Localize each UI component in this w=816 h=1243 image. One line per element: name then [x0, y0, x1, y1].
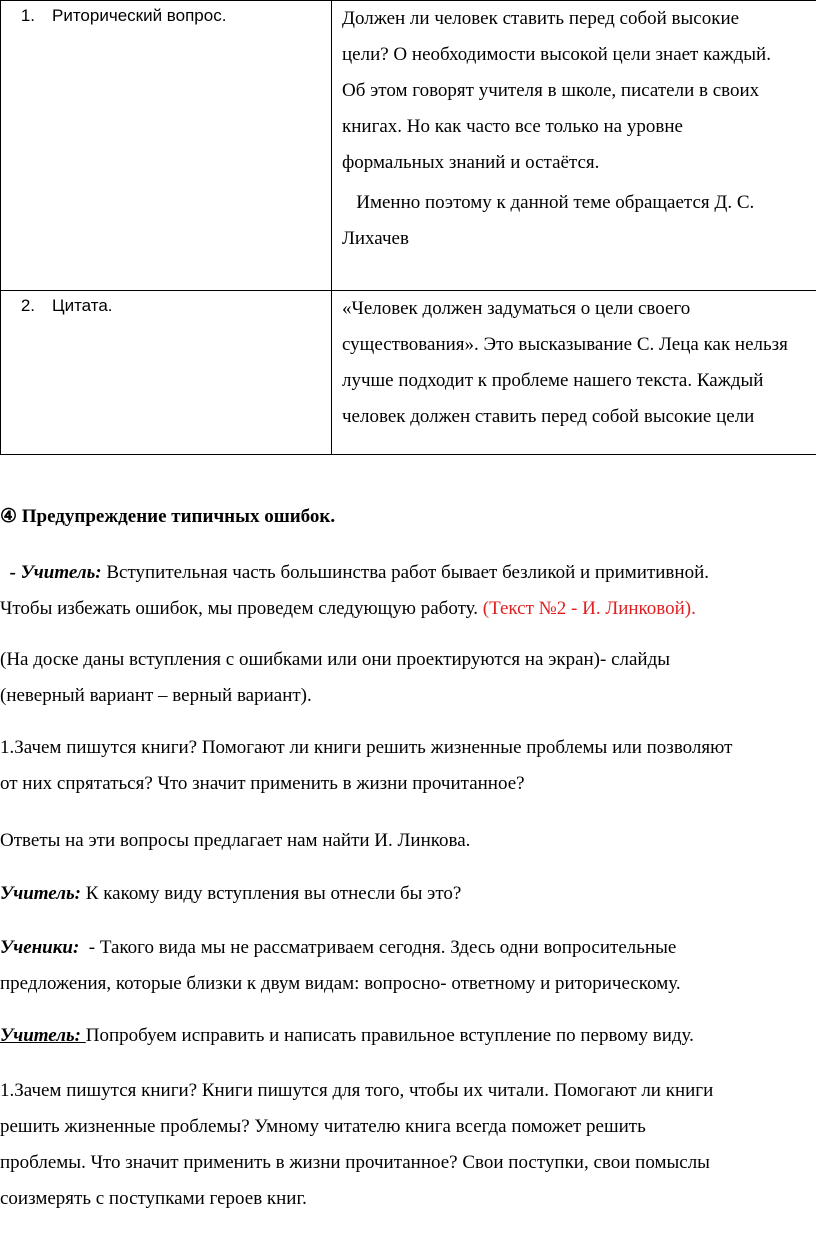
paragraph-line: решить жизненные проблемы? Умному читателю книга всегда поможет решить [0, 1116, 646, 1137]
paragraph-text: Чтобы избежать ошибок, мы проведем следующую работу. [0, 598, 483, 619]
cell-line: цели? О необходимости высокой цели знает каждый. [342, 44, 771, 65]
section-heading: ④ Предупреждение типичных ошибок. [0, 506, 336, 527]
cell-line: существования». Это высказывание С. Леца как нельзя [342, 334, 788, 355]
paragraph-line: соизмерять с поступками героев книг. [0, 1188, 307, 1209]
row-label: Цитата. [52, 296, 113, 315]
speaker-students: Ученики: [0, 937, 80, 958]
cell-line: Именно поэтому к данной теме обращается Д. С. [342, 192, 755, 213]
paragraph-line: 1.Зачем пишутся книги? Помогают ли книги решить жизненные проблемы или позволяют [0, 737, 733, 758]
table-cell-text [332, 291, 816, 455]
cell-line: формальных знаний и остаётся. [342, 152, 600, 173]
paragraph-teacher-intro [0, 555, 709, 627]
paragraph-text: Вступительная часть большинства работ бывает безликой и примитивной. [101, 562, 709, 583]
paragraph-line: проблемы. Что значит применить в жизни прочитанное? Свои поступки, свои помыслы [0, 1152, 710, 1173]
row-label: Риторический вопрос. [52, 6, 227, 25]
speaker-teacher: Учитель: [0, 883, 82, 904]
cell-line: Об этом говорят учителя в школе, писатели в своих [342, 80, 760, 101]
paragraph-line: 1.Зачем пишутся книги? Книги пишутся для того, чтобы их читали. Помогают ли книги [0, 1080, 714, 1101]
table-row [1, 291, 816, 455]
row-number: 2. [20, 296, 35, 315]
table-cell-label [1, 1, 332, 291]
row-number: 1. [20, 6, 35, 25]
methods-table [0, 0, 816, 455]
table-cell-text [332, 1, 816, 291]
cell-line: Лихачев [342, 228, 409, 249]
paragraph-line: Ответы на эти вопросы предлагает нам найти И. Линкова. [0, 830, 471, 851]
paragraph-text: К какому виду вступления вы отнесли бы это? [81, 883, 462, 904]
text-reference: (Текст №2 - И. Линковой). [482, 598, 696, 619]
paragraph-line: (На доске даны вступления с ошибками или они проектируются на экран)- слайды [0, 649, 671, 670]
cell-line: лучше подходит к проблеме нашего текста. Каждый [342, 370, 764, 391]
cell-line: книгах. Но как часто все только на уровне [342, 116, 683, 137]
cell-line: Должен ли человек ставить перед собой высокие [342, 8, 740, 29]
paragraph-teacher-question [0, 876, 461, 912]
speaker-teacher: Учитель: [20, 562, 102, 583]
paragraph-line: предложения, которые близки к двум видам: вопросно- ответному и риторическому. [0, 973, 681, 994]
cell-line: «Человек должен задуматься о цели своего [342, 298, 691, 319]
paragraph-text: Попробуем исправить и написать правильное вступление по первому виду. [85, 1025, 694, 1046]
paragraph-text: - Такого вида мы не рассматриваем сегодня. Здесь одни вопросительные [79, 937, 677, 958]
cell-line: человек должен ставить перед собой высокие цели [342, 406, 755, 427]
table-row [1, 1, 816, 291]
paragraph-example-wrong [0, 730, 732, 802]
paragraph-answers [0, 823, 470, 859]
speaker-teacher: Учитель: [0, 1025, 86, 1046]
paragraph-board-note [0, 642, 670, 714]
table-cell-label [1, 291, 332, 455]
paragraph-students-answer [0, 930, 681, 1002]
paragraph-line: (неверный вариант – верный вариант). [0, 685, 312, 706]
dash: - [0, 562, 21, 583]
paragraph-example-correct [0, 1073, 713, 1217]
paragraph-teacher-task [0, 1018, 694, 1054]
paragraph-line: от них спрятаться? Что значит применить в жизни прочитанное? [0, 773, 525, 794]
